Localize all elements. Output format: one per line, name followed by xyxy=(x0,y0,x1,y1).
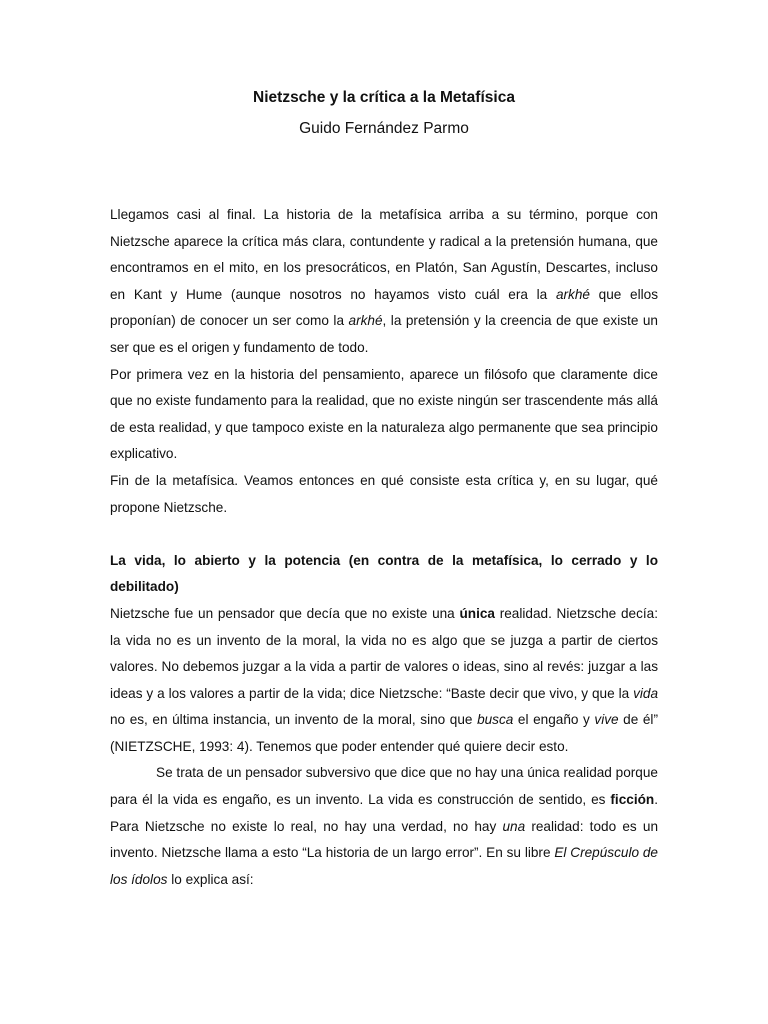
italic-term: una xyxy=(502,818,526,834)
text-run: realidad. Nietzsche decía: la vida no es un invento de la moral, la vida no es algo que se juzga a partir de ciertos valores. No debemos juzgar a la vida a partir de valores o ideas, sino al revés: juzgar a las ideas y a los valores a partir de la vida; dice Nietzsche: “Baste decir que vivo, y que la xyxy=(110,605,658,701)
italic-term: arkhé xyxy=(348,313,383,329)
text-run: , la pretensión y la creencia de que existe un ser que es el origen y fundamento de todo. xyxy=(110,313,658,355)
text-run: lo explica así: xyxy=(167,871,254,887)
italic-term: vida xyxy=(633,685,658,701)
book-title: El Crepúsculo de los ídolos xyxy=(110,845,658,887)
paragraph-end-of-metaphysics xyxy=(110,468,658,521)
text-run: no es, en última instancia, un invento de la moral, sino que xyxy=(110,712,478,728)
text-run: Nietzsche fue un pensador que decía que no existe una xyxy=(110,605,460,621)
paragraph-first-time xyxy=(110,362,658,468)
document-author: Guido Fernández Parmo xyxy=(299,120,469,137)
document-title: Nietzsche y la crítica a la Metafísica xyxy=(253,89,515,106)
bold-term: ficción xyxy=(610,792,655,808)
text-run: el engaño y xyxy=(513,712,595,728)
paragraph-single-reality xyxy=(110,601,658,761)
text-run: Fin de la metafísica. Veamos entonces en qué consiste esta crítica y, en su lugar, qué propone Nietzsche. xyxy=(110,472,658,515)
italic-term: busca xyxy=(477,712,514,728)
text-run: que ellos proponían) de conocer un ser como la xyxy=(110,286,658,329)
bold-term: única xyxy=(459,605,495,621)
text-run: de él” (NIETZSCHE, 1993: 4). Tenemos que poder entender qué quiere decir esto. xyxy=(110,712,658,754)
section-heading: La vida, lo abierto y la potencia (en contra de la metafísica, lo cerrado y lo debilitado) xyxy=(110,552,658,595)
text-run: Llegamos casi al final. La historia de la metafísica arriba a su término, porque con Nietzsche aparece la crítica más clara, contundente y radical a la pretensión humana, que encontramos en el mito, en los presocráticos, en Platón, San Agustín, Descartes, incluso en Kant y Hume (aunque nosotros no hayamos visto cuál era la xyxy=(110,207,658,302)
paragraph-intro xyxy=(110,202,658,362)
text-run: Se trata de un pensador subversivo que dice que no hay una única realidad porque para él la vida es engaño, es un invento. La vida es construcción de sentido, es xyxy=(110,765,658,808)
text-run: . Para Nietzsche no existe lo real, no hay una verdad, no hay xyxy=(110,792,658,834)
text-run: realidad: todo es un invento. Nietzsche llama a esto “La historia de un largo error”. En su libre xyxy=(110,818,659,861)
document-body xyxy=(110,202,658,893)
italic-term: arkhé xyxy=(555,286,590,302)
blank-line xyxy=(110,521,658,548)
italic-term: vive xyxy=(594,712,619,728)
text-run: Por primera vez en la historia del pensamiento, aparece un filósofo que claramente dice que no existe fundamento para la realidad, que no existe ningún ser trascendente más allá de esta realidad, y que tampoco existe en la naturaleza algo permanente que sea principio explicativo. xyxy=(110,366,658,462)
paragraph-subversive-thinker xyxy=(110,760,658,893)
